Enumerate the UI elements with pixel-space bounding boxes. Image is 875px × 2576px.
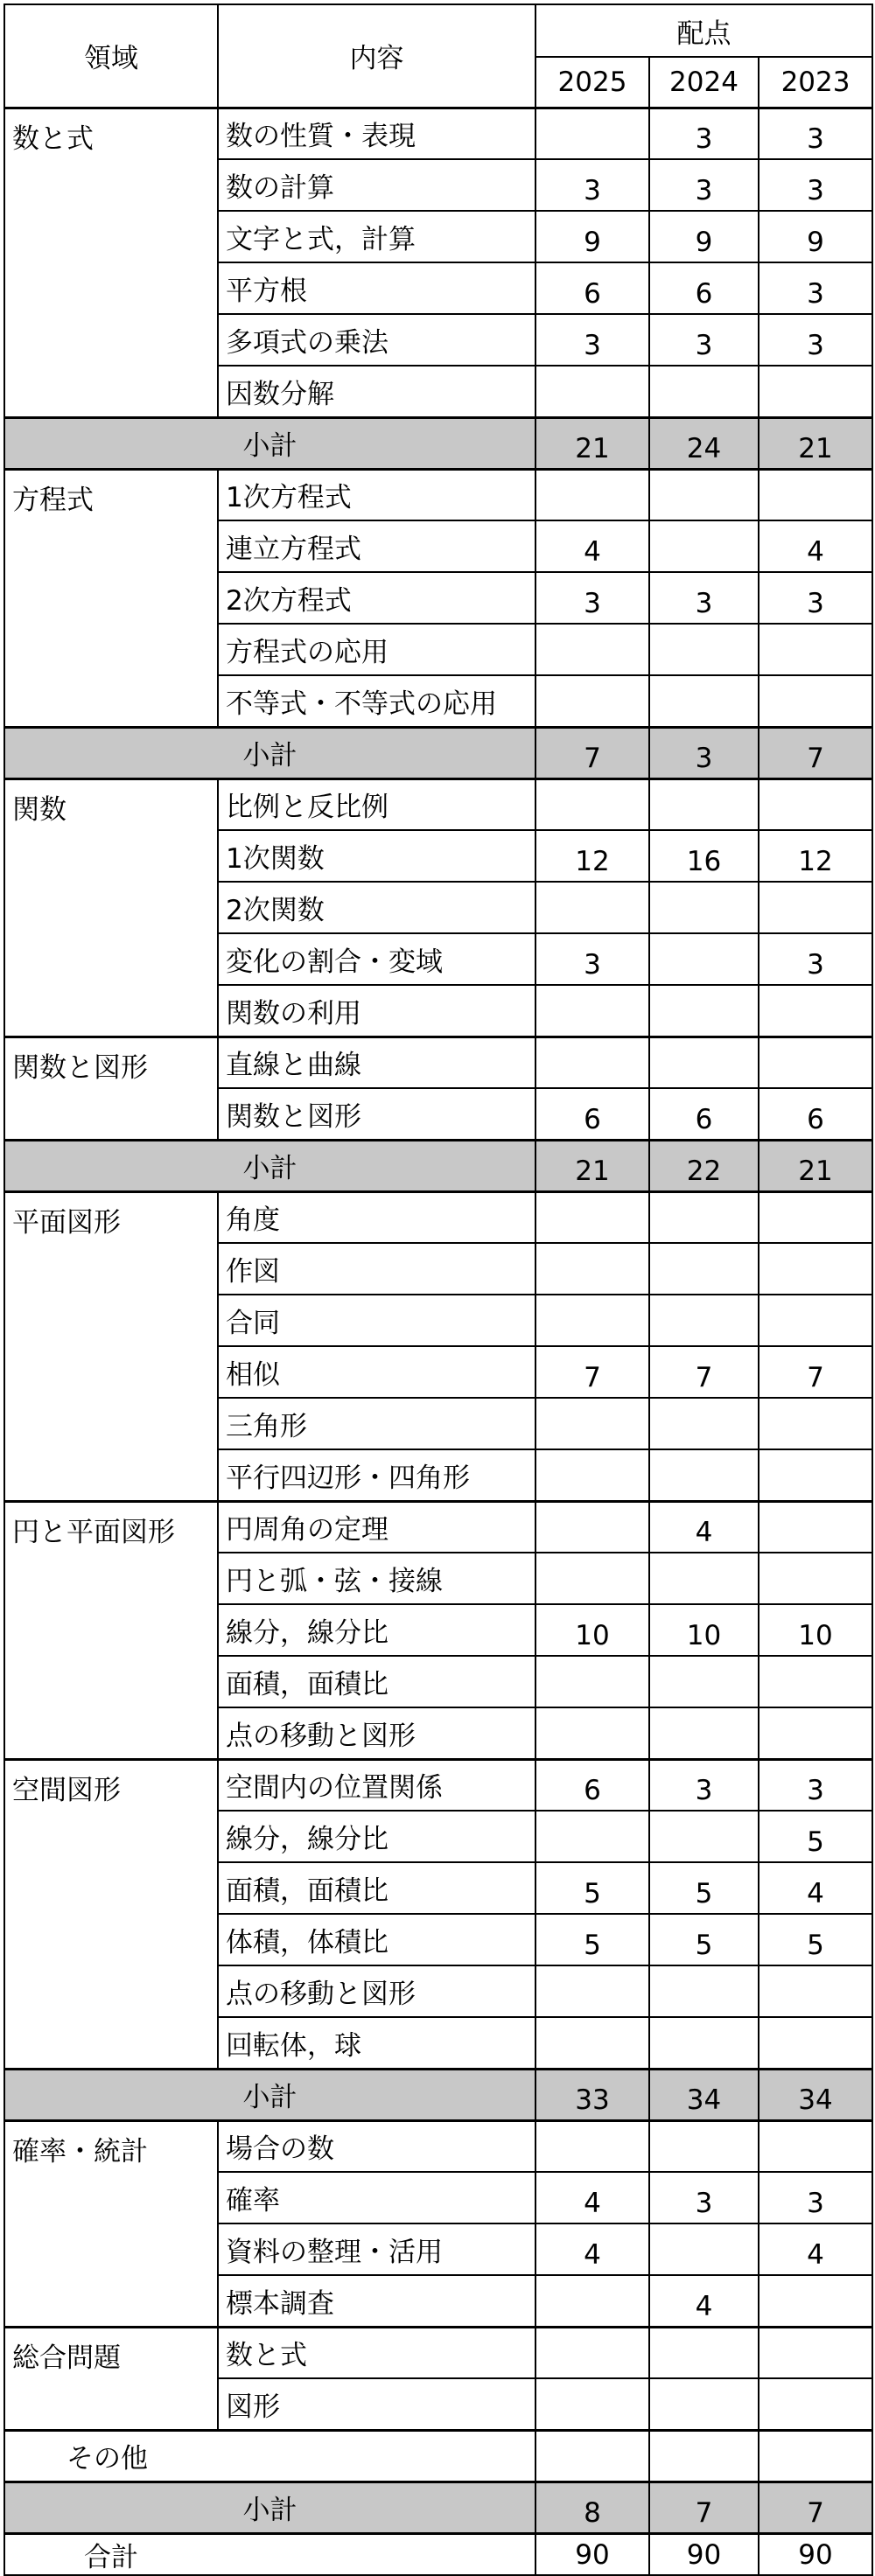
content-cell: 数の計算 bbox=[218, 159, 536, 211]
points-cell: 3 bbox=[536, 314, 649, 366]
points-cell: 4 bbox=[536, 520, 649, 572]
points-cell: 9 bbox=[536, 211, 649, 262]
points-cell bbox=[759, 778, 872, 830]
points-cell: 5 bbox=[759, 1914, 872, 1965]
points-cell bbox=[536, 1037, 649, 1088]
points-cell: 4 bbox=[649, 2275, 759, 2327]
subtotal-value: 34 bbox=[759, 2069, 872, 2120]
points-table bbox=[4, 3, 873, 2576]
content-cell: 方程式の応用 bbox=[218, 624, 536, 675]
header-year: 2023 bbox=[759, 57, 872, 108]
content-cell: 数と式 bbox=[218, 2327, 536, 2378]
points-cell: 3 bbox=[649, 314, 759, 366]
points-cell bbox=[759, 2120, 872, 2172]
subtotal-value: 24 bbox=[649, 417, 759, 469]
subtotal-value: 7 bbox=[759, 727, 872, 778]
points-cell: 3 bbox=[649, 108, 759, 159]
points-cell: 4 bbox=[759, 1862, 872, 1914]
points-cell bbox=[536, 624, 649, 675]
points-cell bbox=[759, 2017, 872, 2069]
points-cell bbox=[759, 624, 872, 675]
points-cell: 10 bbox=[759, 1604, 872, 1656]
points-cell bbox=[649, 2223, 759, 2275]
points-cell: 7 bbox=[536, 1346, 649, 1398]
points-cell bbox=[536, 1243, 649, 1295]
content-cell: 数の性質・表現 bbox=[218, 108, 536, 159]
points-cell bbox=[649, 624, 759, 675]
subtotal-value: 21 bbox=[536, 1140, 649, 1191]
points-cell: 16 bbox=[649, 830, 759, 882]
content-cell: 2次関数 bbox=[218, 882, 536, 933]
content-cell: 文字と式，計算 bbox=[218, 211, 536, 262]
points-cell: 3 bbox=[759, 262, 872, 314]
points-cell bbox=[536, 1295, 649, 1346]
content-cell: 円と弧・弦・接線 bbox=[218, 1553, 536, 1604]
points-cell: 3 bbox=[649, 572, 759, 624]
points-cell: 6 bbox=[536, 1088, 649, 1140]
table-row bbox=[4, 2120, 872, 2172]
points-cell: 5 bbox=[759, 1811, 872, 1862]
content-cell: 直線と曲線 bbox=[218, 1037, 536, 1088]
content-cell: 空間内の位置関係 bbox=[218, 1759, 536, 1811]
area-cell: 方程式 bbox=[4, 469, 218, 727]
content-cell: 円周角の定理 bbox=[218, 1501, 536, 1553]
content-cell: 確率 bbox=[218, 2172, 536, 2223]
points-cell: 3 bbox=[759, 572, 872, 624]
content-cell: 不等式・不等式の応用 bbox=[218, 675, 536, 727]
points-cell bbox=[649, 1707, 759, 1759]
table-row bbox=[4, 1759, 872, 1811]
subtotal-row bbox=[4, 2069, 872, 2120]
content-cell: 面積，面積比 bbox=[218, 1862, 536, 1914]
points-cell: 3 bbox=[649, 2172, 759, 2223]
points-cell bbox=[536, 1449, 649, 1501]
points-cell: 5 bbox=[536, 1862, 649, 1914]
other-label: その他 bbox=[4, 2430, 536, 2482]
points-cell bbox=[649, 2430, 759, 2482]
points-cell: 4 bbox=[536, 2223, 649, 2275]
header-content: 内容 bbox=[218, 4, 536, 108]
points-cell bbox=[759, 2430, 872, 2482]
points-cell bbox=[649, 1398, 759, 1449]
content-cell: 面積，面積比 bbox=[218, 1656, 536, 1707]
points-cell: 5 bbox=[649, 1914, 759, 1965]
content-cell: 因数分解 bbox=[218, 366, 536, 417]
area-cell: 空間図形 bbox=[4, 1759, 218, 2069]
points-cell bbox=[759, 2275, 872, 2327]
points-cell: 3 bbox=[536, 159, 649, 211]
points-cell bbox=[536, 1707, 649, 1759]
points-cell bbox=[536, 882, 649, 933]
points-cell: 3 bbox=[759, 108, 872, 159]
subtotal-value: 7 bbox=[759, 2482, 872, 2533]
points-cell bbox=[759, 1965, 872, 2017]
points-cell bbox=[759, 2327, 872, 2378]
subtotal-row bbox=[4, 1140, 872, 1191]
points-cell bbox=[649, 469, 759, 520]
content-cell: 作図 bbox=[218, 1243, 536, 1295]
points-cell bbox=[536, 366, 649, 417]
content-cell: 多項式の乗法 bbox=[218, 314, 536, 366]
points-cell: 3 bbox=[759, 159, 872, 211]
points-cell bbox=[649, 675, 759, 727]
points-cell: 6 bbox=[649, 1088, 759, 1140]
points-cell: 6 bbox=[536, 1759, 649, 1811]
points-cell bbox=[649, 366, 759, 417]
table-row bbox=[4, 2327, 872, 2378]
points-cell bbox=[536, 1553, 649, 1604]
subtotal-label: 小計 bbox=[4, 417, 536, 469]
points-cell bbox=[649, 1811, 759, 1862]
points-cell bbox=[649, 1037, 759, 1088]
content-cell: 資料の整理・活用 bbox=[218, 2223, 536, 2275]
points-cell bbox=[759, 1191, 872, 1243]
points-cell bbox=[759, 1656, 872, 1707]
points-cell bbox=[649, 1553, 759, 1604]
points-cell: 4 bbox=[536, 2172, 649, 2223]
header-row-1 bbox=[4, 4, 872, 57]
content-cell: 点の移動と図形 bbox=[218, 1965, 536, 2017]
points-cell: 12 bbox=[759, 830, 872, 882]
points-cell: 3 bbox=[536, 933, 649, 985]
subtotal-value: 22 bbox=[649, 1140, 759, 1191]
content-cell: 比例と反比例 bbox=[218, 778, 536, 830]
points-cell bbox=[536, 778, 649, 830]
table-row bbox=[4, 108, 872, 159]
points-cell bbox=[536, 1656, 649, 1707]
header-points: 配点 bbox=[536, 4, 872, 57]
area-cell: 円と平面図形 bbox=[4, 1501, 218, 1759]
subtotal-label: 小計 bbox=[4, 727, 536, 778]
table-row bbox=[4, 778, 872, 830]
subtotal-row bbox=[4, 2482, 872, 2533]
points-cell bbox=[536, 2430, 649, 2482]
points-cell bbox=[759, 882, 872, 933]
content-cell: 角度 bbox=[218, 1191, 536, 1243]
subtotal-value: 21 bbox=[759, 417, 872, 469]
points-cell bbox=[649, 1191, 759, 1243]
points-cell bbox=[536, 1398, 649, 1449]
points-cell: 4 bbox=[759, 520, 872, 572]
points-cell bbox=[649, 2120, 759, 2172]
points-cell bbox=[536, 108, 649, 159]
content-cell: 2次方程式 bbox=[218, 572, 536, 624]
content-cell: 体積，体積比 bbox=[218, 1914, 536, 1965]
content-cell: 連立方程式 bbox=[218, 520, 536, 572]
points-cell: 10 bbox=[536, 1604, 649, 1656]
content-cell: 変化の割合・変域 bbox=[218, 933, 536, 985]
points-cell bbox=[759, 469, 872, 520]
subtotal-value: 7 bbox=[536, 727, 649, 778]
points-cell bbox=[649, 1965, 759, 2017]
content-cell: 平方根 bbox=[218, 262, 536, 314]
content-cell: 関数の利用 bbox=[218, 985, 536, 1037]
content-cell: 関数と図形 bbox=[218, 1088, 536, 1140]
total-value: 90 bbox=[649, 2533, 759, 2575]
points-cell bbox=[536, 469, 649, 520]
points-cell: 3 bbox=[759, 933, 872, 985]
subtotal-value: 7 bbox=[649, 2482, 759, 2533]
total-value: 90 bbox=[759, 2533, 872, 2575]
points-cell: 3 bbox=[759, 2172, 872, 2223]
points-cell bbox=[649, 1295, 759, 1346]
points-cell bbox=[536, 1811, 649, 1862]
points-cell bbox=[759, 2378, 872, 2430]
points-cell bbox=[536, 985, 649, 1037]
points-cell: 3 bbox=[649, 1759, 759, 1811]
header-area: 領域 bbox=[4, 4, 218, 108]
area-cell: 関数 bbox=[4, 778, 218, 1037]
subtotal-label: 小計 bbox=[4, 2482, 536, 2533]
points-cell bbox=[536, 2275, 649, 2327]
points-cell bbox=[649, 520, 759, 572]
points-cell bbox=[759, 366, 872, 417]
points-cell bbox=[759, 1398, 872, 1449]
content-cell: 線分，線分比 bbox=[218, 1604, 536, 1656]
content-cell: 三角形 bbox=[218, 1398, 536, 1449]
points-cell: 3 bbox=[649, 159, 759, 211]
subtotal-value: 3 bbox=[649, 727, 759, 778]
total-label: 合計 bbox=[4, 2533, 536, 2575]
points-cell bbox=[759, 1501, 872, 1553]
points-cell: 6 bbox=[536, 262, 649, 314]
points-cell: 6 bbox=[759, 1088, 872, 1140]
content-cell: 標本調査 bbox=[218, 2275, 536, 2327]
points-cell: 9 bbox=[649, 211, 759, 262]
points-cell: 10 bbox=[649, 1604, 759, 1656]
subtotal-row bbox=[4, 417, 872, 469]
points-cell: 7 bbox=[649, 1346, 759, 1398]
points-cell bbox=[649, 933, 759, 985]
points-cell: 9 bbox=[759, 211, 872, 262]
points-cell: 12 bbox=[536, 830, 649, 882]
points-cell bbox=[536, 1191, 649, 1243]
points-cell bbox=[649, 2378, 759, 2430]
points-cell bbox=[536, 2327, 649, 2378]
points-cell bbox=[759, 1295, 872, 1346]
points-cell bbox=[759, 1707, 872, 1759]
subtotal-label: 小計 bbox=[4, 2069, 536, 2120]
points-cell bbox=[759, 1449, 872, 1501]
points-cell bbox=[536, 1965, 649, 2017]
content-cell: 場合の数 bbox=[218, 2120, 536, 2172]
subtotal-value: 21 bbox=[759, 1140, 872, 1191]
points-cell bbox=[759, 985, 872, 1037]
subtotal-value: 8 bbox=[536, 2482, 649, 2533]
content-cell: 平行四辺形・四角形 bbox=[218, 1449, 536, 1501]
points-cell bbox=[759, 675, 872, 727]
table-row bbox=[4, 1037, 872, 1088]
points-cell bbox=[759, 1243, 872, 1295]
area-cell: 数と式 bbox=[4, 108, 218, 417]
points-cell bbox=[649, 1449, 759, 1501]
content-cell: 相似 bbox=[218, 1346, 536, 1398]
points-cell bbox=[759, 1037, 872, 1088]
content-cell: 図形 bbox=[218, 2378, 536, 2430]
points-cell: 4 bbox=[759, 2223, 872, 2275]
points-cell bbox=[649, 1243, 759, 1295]
points-cell bbox=[649, 778, 759, 830]
other-row bbox=[4, 2430, 872, 2482]
points-cell: 4 bbox=[649, 1501, 759, 1553]
points-cell bbox=[649, 882, 759, 933]
points-cell bbox=[649, 985, 759, 1037]
header-year: 2025 bbox=[536, 57, 649, 108]
table-row bbox=[4, 1191, 872, 1243]
points-cell: 5 bbox=[536, 1914, 649, 1965]
points-cell bbox=[536, 2120, 649, 2172]
points-cell: 3 bbox=[759, 314, 872, 366]
points-cell bbox=[649, 2017, 759, 2069]
points-cell bbox=[536, 2378, 649, 2430]
content-cell: 線分，線分比 bbox=[218, 1811, 536, 1862]
subtotal-row bbox=[4, 727, 872, 778]
points-cell bbox=[649, 1656, 759, 1707]
points-cell: 7 bbox=[759, 1346, 872, 1398]
area-cell: 総合問題 bbox=[4, 2327, 218, 2430]
points-cell: 5 bbox=[649, 1862, 759, 1914]
total-value: 90 bbox=[536, 2533, 649, 2575]
points-cell bbox=[536, 675, 649, 727]
content-cell: 回転体，球 bbox=[218, 2017, 536, 2069]
area-cell: 関数と図形 bbox=[4, 1037, 218, 1140]
header-year: 2024 bbox=[649, 57, 759, 108]
subtotal-value: 34 bbox=[649, 2069, 759, 2120]
points-cell: 3 bbox=[759, 1759, 872, 1811]
points-cell bbox=[536, 2017, 649, 2069]
subtotal-value: 21 bbox=[536, 417, 649, 469]
content-cell: 合同 bbox=[218, 1295, 536, 1346]
subtotal-label: 小計 bbox=[4, 1140, 536, 1191]
points-cell: 3 bbox=[536, 572, 649, 624]
content-cell: 1次方程式 bbox=[218, 469, 536, 520]
table-row bbox=[4, 1501, 872, 1553]
points-cell bbox=[536, 1501, 649, 1553]
area-cell: 確率・統計 bbox=[4, 2120, 218, 2327]
subtotal-value: 33 bbox=[536, 2069, 649, 2120]
points-cell: 6 bbox=[649, 262, 759, 314]
area-cell: 平面図形 bbox=[4, 1191, 218, 1501]
points-cell bbox=[759, 1553, 872, 1604]
content-cell: 点の移動と図形 bbox=[218, 1707, 536, 1759]
total-row bbox=[4, 2533, 872, 2575]
table-row bbox=[4, 469, 872, 520]
points-cell bbox=[649, 2327, 759, 2378]
content-cell: 1次関数 bbox=[218, 830, 536, 882]
